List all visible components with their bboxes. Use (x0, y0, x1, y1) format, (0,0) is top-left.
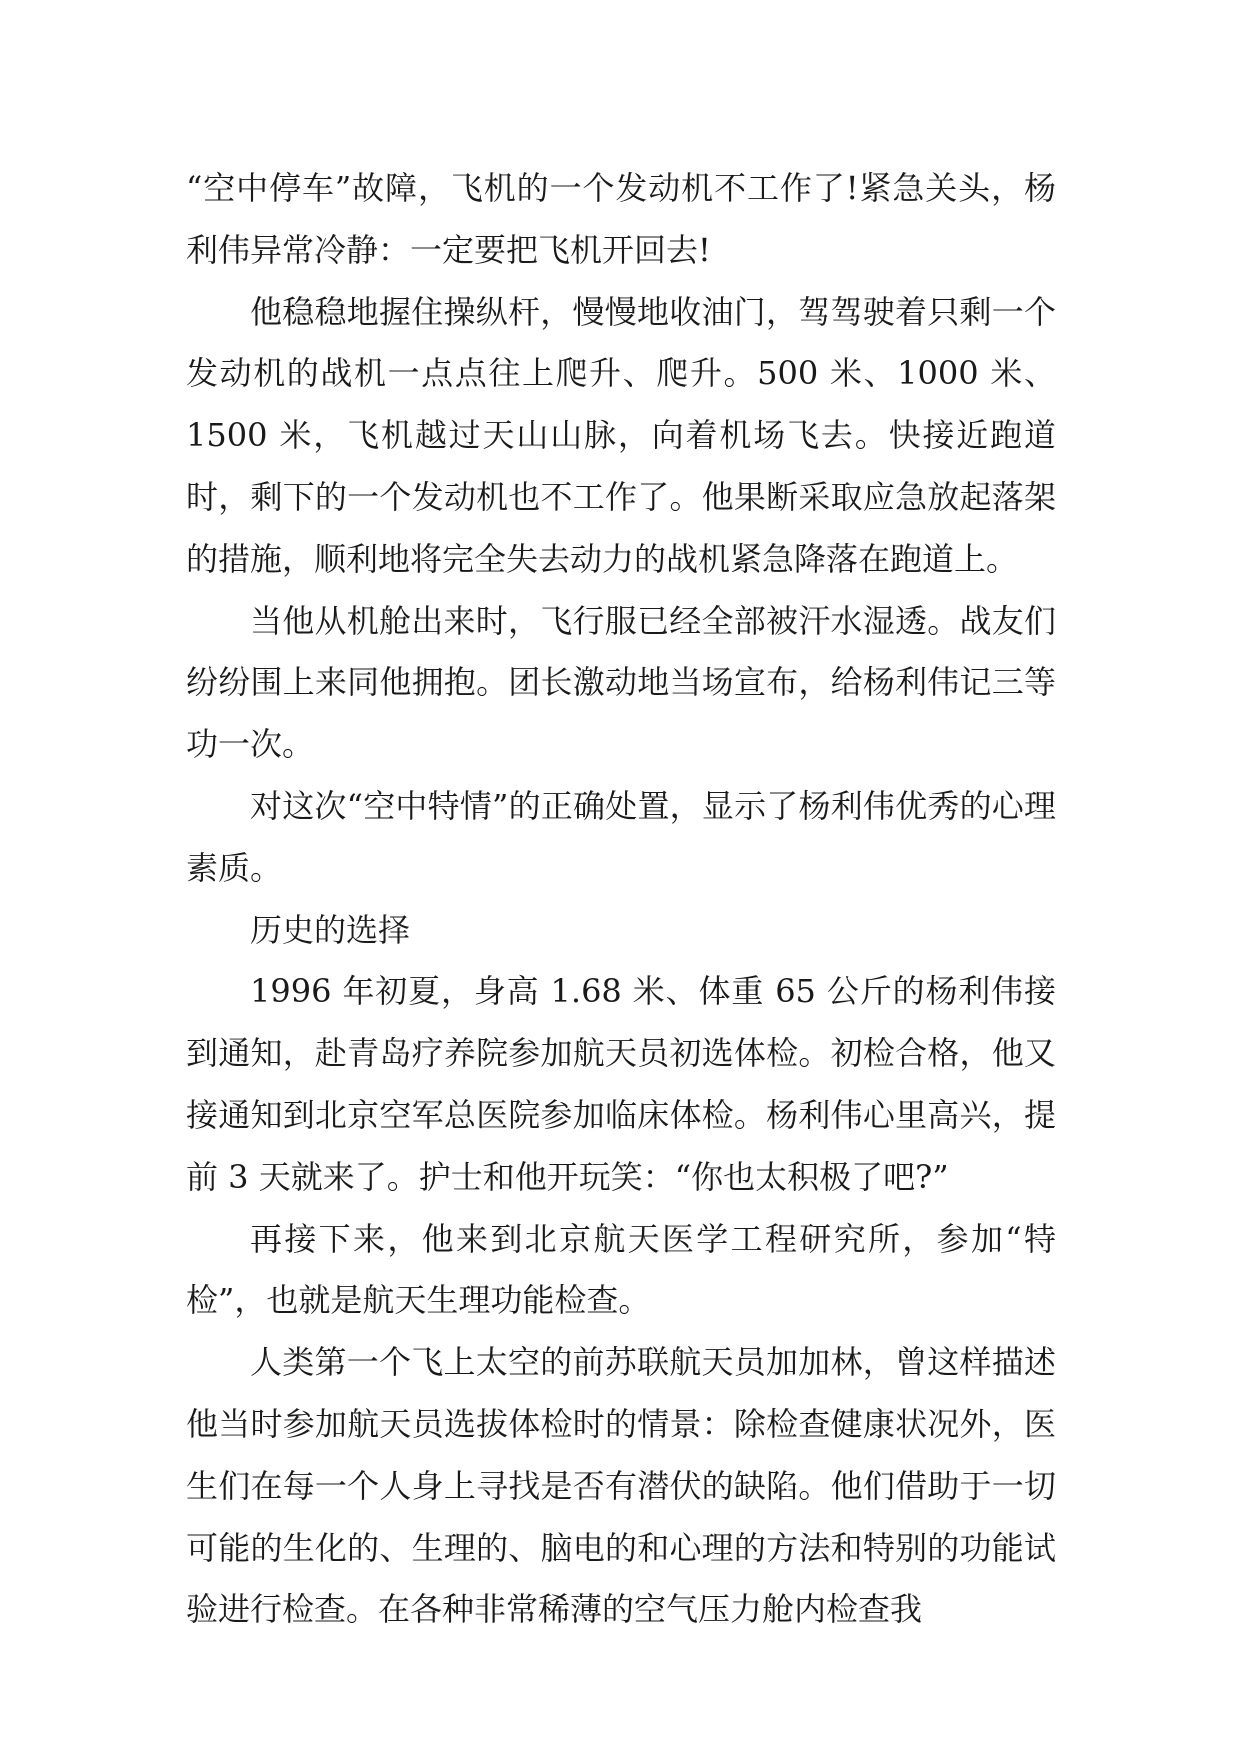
section-heading: 历史的选择 (250, 910, 411, 949)
paragraph: 再接下来，他来到北京航天医学工程研究所，参加“特检”，也就是航天生理功能检查。 (186, 1219, 1056, 1320)
paragraph-continuation: “空中停车”故障，飞机的一个发动机不工作了!紧急关头，杨利伟异常冷静：一定要把飞机开回去! (186, 169, 1056, 269)
paragraph: 当他从机舱出来时，飞行服已经全部被汗水湿透。战友们纷纷围上来同他拥抱。团长激动地当场宣布，给杨利伟记三等功一次。 (186, 601, 1056, 764)
paragraph: 人类第一个飞上太空的前苏联航天员加加林，曾这样描述他当时参加航天员选拔体检时的情景：除检查健康状况外，医生们在每一个人身上寻找是否有潜伏的缺陷。他们借助于一切可能的生化的、生理的、脑电的和心理的方法和特别的功能试验进行检查。在各种非常稀薄的空气压力舱内检查我 (186, 1343, 1056, 1629)
paragraph: 对这次“空中特情”的正确处置，显示了杨利伟优秀的心理素质。 (186, 786, 1056, 887)
paragraph: 他稳稳地握住操纵杆，慢慢地收油门，驾驾驶着只剩一个发动机的战机一点点往上爬升、爬升。500 米、1000 米、1500 米，飞机越过天山山脉，向着机场飞去。快接近跑道时，剩下的一个发动机也不工作了。他果断采取应急放起落架的措施，顺利地将完全失去动力的战机紧急降落在跑道上。 (186, 292, 1056, 578)
body-text (186, 158, 1056, 1641)
paragraph: 1996 年初夏，身高 1.68 米、体重 65 公斤的杨利伟接到通知，赴青岛疗养院参加航天员初选体检。初检合格，他又接通知到北京空军总医院参加临床体检。杨利伟心里高兴，提前 3 天就来了。护士和他开玩笑：“你也太积极了吧?” (186, 972, 1056, 1196)
